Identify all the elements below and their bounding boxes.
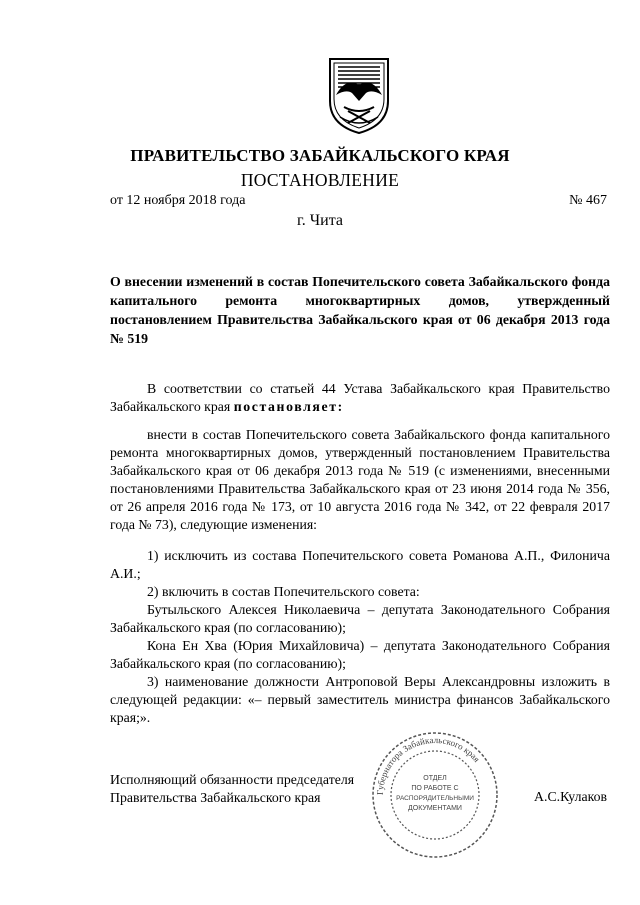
document-number: № 467 xyxy=(569,193,607,208)
document-subject: О внесении изменений в состав Попечительского совета Забайкальского фонда капитального ремонта многоквартирных домов, утвержденный постановлением Правительства Забайкальского края от 06 декабря 2013 года № 519 xyxy=(110,274,610,346)
paragraph-member-2: Кона Ен Хва (Юрия Михайловича) – депутата Законодательного Собрания Забайкальского края (по согласованию); xyxy=(110,638,610,671)
signatory-name: А.С.Кулаков xyxy=(534,789,607,804)
document-type: ПОСТАНОВЛЕНИЕ xyxy=(240,170,400,190)
paragraph-item-1: 1) исключить из состава Попечительского совета Романова А.П., Филонича А.И.; xyxy=(110,548,610,581)
stamp-line-2: ПО РАБОТЕ С xyxy=(411,785,459,792)
paragraph-main: внести в состав Попечительского совета Забайкальского фонда капитального ремонта многоквартирных домов, утвержденный постановлением Правительства Забайкальского края от 06 декабря 2013 года № 519 (с изменениями, внесенными постановлениями Правительства Забайкальского края от 23 июня 2014 года № 356, от 26 апреля 2016 года № 173, от 10 августа 2016 года № 342, от 22 февраля 2017 года № 73), следующие изменения: xyxy=(110,427,610,532)
official-stamp xyxy=(370,730,500,860)
signatory-position xyxy=(110,771,354,807)
paragraph-item-2: 2) включить в состав Попечительского совета: xyxy=(147,584,420,599)
preamble-text: В соответствии со статьей 44 Устава Забайкальского края Правительство Забайкальского края xyxy=(110,381,610,414)
coat-of-arms-emblem xyxy=(326,55,392,135)
paragraph-item-3: 3) наименование должности Антроповой Веры Александровны изложить в следующей редакции: «– первый заместитель министра финансов Забайкальского края;». xyxy=(110,674,610,725)
stamp-line-1: ОТДЕЛ xyxy=(423,775,447,782)
city: г. Чита xyxy=(296,212,343,229)
signatory-line-1: Исполняющий обязанности председателя xyxy=(110,772,355,787)
document-date: от 12 ноября 2018 года xyxy=(110,193,246,208)
stamp-line-3: РАСПОРЯДИТЕЛЬНЫМИ xyxy=(396,795,474,802)
signatory-line-2: Правительства Забайкальского края xyxy=(110,790,321,805)
stamp-ring-text: Губернатора Забайкальского края xyxy=(374,734,482,796)
paragraph-member-1: Бутыльского Алексея Николаевича – депутата Законодательного Собрания Забайкальского края (по согласованию); xyxy=(110,602,610,635)
preamble-paragraph xyxy=(110,380,610,416)
stamp-line-4: ДОКУМЕНТАМИ xyxy=(408,805,462,812)
decides-word: постановляет: xyxy=(233,399,344,414)
government-title: ПРАВИТЕЛЬСТВО ЗАБАЙКАЛЬСКОГО КРАЯ xyxy=(130,146,510,165)
